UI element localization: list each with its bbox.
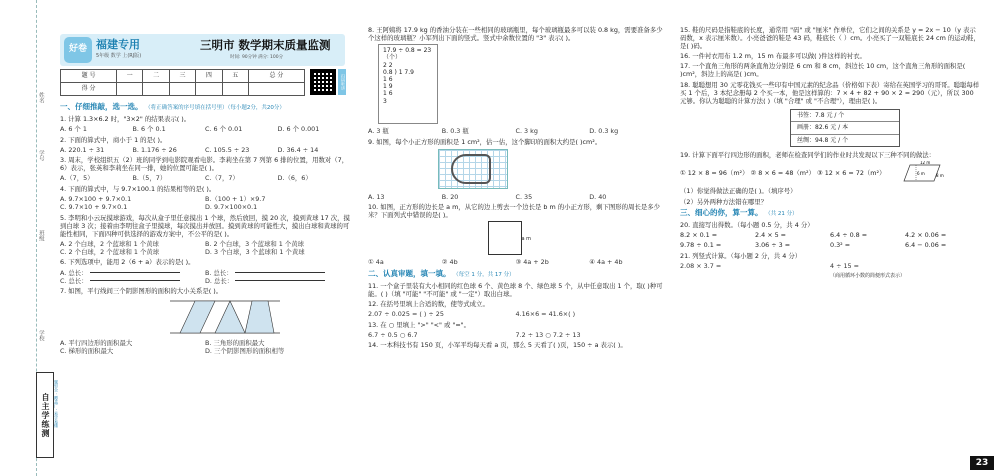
qr-tag: 扫码听讲 bbox=[338, 69, 346, 95]
option[interactable]: A. 3 瓶 bbox=[368, 127, 389, 136]
option[interactable]: C. 105.5 ÷ 23 bbox=[205, 145, 250, 154]
page-number: 23 bbox=[970, 456, 994, 470]
option[interactable]: D. 0.3 kg bbox=[589, 127, 619, 136]
option[interactable]: A. 平行四边形的面积最大 bbox=[60, 339, 133, 348]
question-4-options bbox=[60, 195, 350, 211]
option[interactable] bbox=[60, 269, 205, 277]
question-3: 3. 周末，学校组织五（2）班的同学到电影院观看电影。李莉坐在第 7 列第 6 排的位置，用数对（7，6）表示，张英和李莉坐在同一排，她的位置可能是( )。 bbox=[60, 156, 349, 173]
option[interactable]: B.（100 + 1）×9.7 bbox=[205, 195, 266, 204]
exam-subtitle: 时间: 90分钟 满分: 100分 bbox=[230, 55, 284, 60]
exam-title: 三明市 数学期末质量监测 bbox=[200, 38, 331, 52]
option-label: A. 总长： bbox=[60, 268, 88, 277]
parallelogram-figure bbox=[894, 161, 944, 185]
question-10-options bbox=[368, 258, 663, 266]
score-cell: 得 分 bbox=[61, 83, 117, 96]
section-1-note: （将正确答案的序号填在括号里）（每小题2分，共20分） bbox=[145, 105, 285, 111]
question-6: 6. 下列选项中，能用 2（6 + a）表示的是( )。 bbox=[60, 258, 195, 267]
brand-logo: 好卷 bbox=[64, 37, 92, 63]
binding-stamp-sub: 题型全 · 覆盖广 · 易学易懂 bbox=[54, 380, 59, 428]
question-1-options bbox=[60, 125, 350, 133]
option[interactable]: ② 4b bbox=[441, 258, 458, 267]
number-line-figure bbox=[235, 272, 325, 273]
option[interactable]: C. 3 kg bbox=[515, 127, 538, 136]
option[interactable]: D. 9.7×100×0.1 bbox=[205, 203, 258, 212]
option-label: D. 总长： bbox=[205, 276, 234, 285]
score-cell: 题 号 bbox=[61, 70, 117, 83]
option[interactable]: D. 36.4 ÷ 14 bbox=[277, 145, 319, 154]
division-line: 1 9 bbox=[383, 83, 393, 91]
price-row: 丝绸：94.8 元 / 个 bbox=[797, 136, 849, 144]
score-cell: 四 bbox=[196, 70, 222, 83]
option[interactable] bbox=[60, 277, 205, 285]
arith-item[interactable]: 6.4 − 0.06 = bbox=[905, 241, 947, 250]
division-line: 1 6 bbox=[383, 75, 393, 83]
question-5: 5. 李明和小云玩摸球游戏，每次从盒子里任意摸出 1 个球，然后放回，摸 20 次，摸到黄球 17 次，摸到白球 3 次；接着由李明往盒子里摸球，每次摸出并放回。摸到黄球的可能性大，摸出白球和黄球的可能性相同，下面四种可供选择的游戏方案中，不公平的是( )。 bbox=[60, 213, 350, 238]
division-line: 1 6 bbox=[383, 90, 393, 98]
option[interactable]: A. 9.7×100 + 9.7×0.1 bbox=[60, 195, 132, 204]
grade-label: 5年级 数学 上(RJ版) bbox=[96, 53, 142, 59]
binding-label-name: 姓名 bbox=[37, 92, 44, 103]
option[interactable]: D. 3 个白球，3 个蓝球和 1 个黄球 bbox=[205, 247, 305, 256]
option[interactable]: B.（5，7） bbox=[132, 174, 167, 183]
question-1: 1. 计算 1.3×6.2 时，"3×2" 的结果表示( )。 bbox=[60, 114, 191, 123]
question-19: 19. 计算下面平行四边形的面积，老师在检查同学们的作业时共发现以下三种不同的做法： bbox=[680, 151, 936, 160]
option[interactable]: C. 35 bbox=[515, 192, 533, 201]
vertical-calc[interactable]: 4 ÷ 15 = bbox=[830, 262, 860, 271]
question-21-items bbox=[680, 262, 980, 270]
footprint-shape bbox=[451, 154, 491, 184]
column-3 bbox=[680, 26, 980, 279]
section-2-note: （每空 1 分，共 17 分） bbox=[453, 271, 515, 278]
question-20-items bbox=[680, 231, 980, 252]
question-6-options bbox=[60, 269, 350, 285]
question-5-options bbox=[60, 240, 350, 256]
question-13-items bbox=[368, 331, 663, 339]
question-9: 9. 如图，每个小正方形的面积是 1 cm²，估一估，这个脚印的面积大约是( )cm²。 bbox=[368, 137, 602, 146]
option[interactable]: A. 2 个白球，2 个蓝球和 1 个黄球 bbox=[60, 239, 159, 248]
score-cell: 总 分 bbox=[248, 70, 304, 83]
arith-item[interactable]: 0.3² = bbox=[830, 241, 851, 250]
binding-margin bbox=[0, 0, 58, 476]
score-input[interactable] bbox=[222, 83, 248, 96]
score-input[interactable] bbox=[143, 83, 169, 96]
score-cell: 一 bbox=[117, 70, 143, 83]
option[interactable]: B. 20 bbox=[441, 192, 459, 201]
arith-item[interactable]: 4.2 × 0.06 = bbox=[905, 230, 947, 239]
parallel-lines-figure bbox=[170, 297, 280, 337]
section-3-title bbox=[680, 208, 980, 218]
square-figure bbox=[488, 221, 531, 255]
question-10: 10. 如图，正方形的边长是 a m，从它的边上剪去一个边长是 b m 的小正方形，剩下图形的周长是多少米？下面列式中错误的是( )。 bbox=[368, 203, 661, 220]
section-2-title bbox=[368, 269, 663, 279]
question-3-options bbox=[60, 174, 350, 182]
question-9-options bbox=[368, 193, 663, 201]
question-15: 15. 鞋的尺码是指鞋底的长度，通常用 "码" 或 "厘米" 作单位，它们之间的关系是 y = 2x − 10（y 表示码数，x 表示厘米数）。小亮爸爸的鞋是 43 码，鞋底长（ ）cm。小亮买了一双鞋底长 24 cm 的运动鞋，是( )码。 bbox=[680, 26, 980, 50]
option[interactable]: ① 4a bbox=[368, 258, 384, 267]
number-line-figure bbox=[235, 280, 325, 281]
arith-item[interactable]: 2.4 × 5 = bbox=[755, 230, 787, 239]
question-13: 13. 在 ○ 里填上 ">" "<" 或 "="。 bbox=[368, 320, 471, 329]
price-row: 书签：7.8 元 / 个 bbox=[791, 110, 899, 123]
question-20: 20. 直接写出得数。（每小题 0.5 分，共 4 分） bbox=[680, 220, 814, 229]
score-header-row bbox=[61, 70, 305, 83]
column-2 bbox=[368, 26, 663, 352]
option[interactable]: C. 梯形的面积最大 bbox=[60, 347, 114, 356]
comparison[interactable]: 6.7 ÷ 0.5 ○ 6.7 bbox=[368, 330, 418, 339]
option[interactable]: C. 2 个白球，2 个蓝球和 1 个黄球 bbox=[60, 247, 160, 256]
option[interactable]: C. 6 个 0.01 bbox=[205, 125, 243, 134]
question-11: 11. 一个盒子里装有大小相同的红色球 6 个、黄色球 8 个、绿色球 5 个，从中任意取出 1 个，取( )种可能。( )（填 "可能" "不可能" 或 "一定"）取出白球。 bbox=[368, 281, 663, 298]
option[interactable]: A.（7，5） bbox=[60, 174, 94, 183]
section-3-heading: 三、细心的你，算一算。 bbox=[680, 207, 763, 217]
equation[interactable]: 2.07 ÷ 0.025 = ( ) ÷ 25 bbox=[368, 310, 444, 319]
figure-label: 12 m bbox=[919, 161, 930, 166]
comparison[interactable]: 7.2 ÷ 13 ○ 7.2 ÷ 13 bbox=[515, 330, 581, 339]
option[interactable] bbox=[205, 269, 350, 277]
option-label: C. 总长： bbox=[60, 276, 88, 285]
section-3-note: （共 21 分） bbox=[765, 210, 798, 217]
question-4: 4. 下面的算式中，与 9.7×100.1 的结果相等的是( )。 bbox=[60, 184, 216, 193]
binding-label-school: 学校 bbox=[37, 330, 44, 341]
option[interactable]: D.（6，6） bbox=[277, 174, 312, 183]
option[interactable]: D. 三个阴影图形的面积相等 bbox=[205, 347, 285, 356]
question-8: 8. 王阿姨将 17.9 kg 的香油分装在一些相同的玻璃瓶里，每个玻璃瓶最多可以装 0.8 kg，需要准备多少个这样的玻璃瓶？小军列出下面的竖式。竖式中余数位置的 "3" 表示( )。 bbox=[368, 26, 663, 42]
division-line: 17.9 ÷ 0.8 = 23（个） bbox=[383, 47, 432, 62]
qr-code[interactable] bbox=[310, 69, 336, 95]
question-16: 16. 一件衬衣用布 1.2 m，15 m 布最多可以做( )件这样的衬衣。 bbox=[680, 52, 866, 61]
option-label: B. 总长： bbox=[205, 268, 233, 277]
option[interactable]: A. 6 个 1 bbox=[60, 125, 87, 134]
square-side-label: a m bbox=[521, 236, 531, 243]
question-12: 12. 在括号里填上合适的数，使等式成立。 bbox=[368, 299, 489, 308]
binding-label-id: 学号 bbox=[37, 150, 44, 161]
long-division-figure bbox=[378, 44, 438, 124]
option[interactable]: B. 2 个白球，3 个蓝球和 1 个黄球 bbox=[205, 239, 305, 248]
score-input[interactable] bbox=[196, 83, 222, 96]
question-2: 2. 下面的算式中，商小于 1 的是( )。 bbox=[60, 135, 167, 144]
option[interactable]: D. 6 个 0.001 bbox=[277, 125, 320, 134]
score-cell: 二 bbox=[143, 70, 169, 83]
option[interactable]: A. 220.1 ÷ 31 bbox=[60, 145, 105, 154]
question-21: 21. 列竖式计算。（每小题 2 分，共 4 分） bbox=[680, 251, 802, 260]
binding-label-class: 班级 bbox=[37, 230, 44, 241]
score-input[interactable] bbox=[169, 83, 195, 96]
option[interactable] bbox=[205, 277, 350, 285]
question-17: 17. 一个直角三角形的两条直角边分别是 6 cm 和 8 cm，斜边长 10 cm，这个直角三角形的面积是( )cm²，斜边上的高是( )cm。 bbox=[680, 62, 966, 79]
price-row: 画册：82.6 元 / 本 bbox=[791, 122, 899, 135]
option[interactable]: D. 40 bbox=[589, 192, 607, 201]
arith-item[interactable]: 9.78 ÷ 0.1 = bbox=[680, 241, 722, 250]
question-14: 14. 一本科技书有 150 页，小军平均每天看 a 页，那么 5 天看了( )页，150 ÷ a 表示( )。 bbox=[368, 341, 627, 350]
arith-item[interactable]: 8.2 × 0.1 = bbox=[680, 230, 718, 239]
option[interactable]: C.（7，7） bbox=[205, 174, 239, 183]
section-2-heading: 二、认真审题，填一填。 bbox=[368, 268, 451, 278]
question-7: 7. 如图，平行线间三个阴影图形的面积的大小关系是( )。 bbox=[60, 287, 223, 295]
question-21-note: （商用循环小数的简便形式表示） bbox=[830, 272, 906, 279]
option[interactable]: A. 13 bbox=[368, 192, 385, 201]
question-18: 18. 聪聪想用 30 元零花钱买一些印有中国元素的纪念品（价格如下表）寄给在英国学习的哥哥。聪聪每样买 1 个后，3 本纪念册每 2 个买一本，他是这样算的：7 × 4 + 82 + 90 × 2 = 290（元），所以 300 元够。你认为聪聪的计算方法( )（填 "合理" 或 "不合理"），理由是( )。 bbox=[680, 80, 980, 105]
question-19-part-1[interactable]: （1）你觉得做法正确的是( )。（填序号） bbox=[680, 187, 797, 196]
question-19-methods bbox=[680, 161, 980, 185]
option[interactable]: B. 0.3 瓶 bbox=[441, 127, 469, 136]
score-value-row bbox=[61, 83, 305, 96]
option[interactable]: C. 9.7×10 + 9.7×0.1 bbox=[60, 203, 128, 212]
question-8-options bbox=[368, 127, 663, 135]
question-12-items bbox=[368, 310, 663, 318]
equation[interactable]: 4.16×6 = 41.6×( ) bbox=[515, 310, 576, 319]
score-table bbox=[60, 69, 305, 96]
binding-stamp: 自主学练测 bbox=[36, 372, 54, 458]
number-line-figure bbox=[90, 272, 180, 273]
figure-label: 8 m bbox=[935, 173, 944, 179]
arith-item[interactable]: 3.06 ÷ 3 = bbox=[755, 241, 791, 250]
price-table bbox=[790, 109, 900, 148]
column-1 bbox=[60, 100, 350, 358]
section-1-heading: 一、仔细推敲，选一选。 bbox=[60, 102, 143, 111]
score-cell: 五 bbox=[222, 70, 248, 83]
question-7-options bbox=[60, 339, 350, 355]
footprint-grid-figure bbox=[438, 149, 508, 189]
question-19-part-2[interactable]: （2）另外两种方法错在哪里？ bbox=[680, 197, 768, 206]
figure-label: 6 m bbox=[916, 171, 925, 177]
question-2-options bbox=[60, 146, 350, 154]
number-line-figure bbox=[90, 280, 180, 281]
option[interactable]: ④ 4a + 4b bbox=[589, 258, 623, 267]
division-line: 2 2 bbox=[383, 61, 393, 69]
exam-header bbox=[60, 34, 345, 66]
vertical-calc[interactable]: 2.08 × 3.7 = bbox=[680, 262, 722, 271]
score-input[interactable] bbox=[117, 83, 143, 96]
score-input[interactable] bbox=[248, 83, 304, 96]
division-line: 3 bbox=[383, 97, 387, 105]
division-line: 0.8 ) 1 7.9 bbox=[383, 68, 414, 76]
option[interactable]: B. 6 个 0.1 bbox=[132, 125, 166, 134]
section-1-title bbox=[60, 102, 350, 112]
option[interactable]: B. 三角形的面积最大 bbox=[205, 339, 265, 348]
arith-item[interactable]: 6.4 ÷ 0.8 = bbox=[830, 230, 868, 239]
score-cell: 三 bbox=[169, 70, 195, 83]
methods-text: ① 12 × 8 = 96（m²） ② 8 × 6 = 48（m²） ③ 12 × 6 = 72（m²） bbox=[680, 169, 886, 178]
province-label: 福建专用 bbox=[96, 38, 140, 51]
option[interactable]: B. 1.176 ÷ 26 bbox=[132, 145, 177, 154]
option[interactable]: ③ 4a + 2b bbox=[515, 258, 549, 267]
